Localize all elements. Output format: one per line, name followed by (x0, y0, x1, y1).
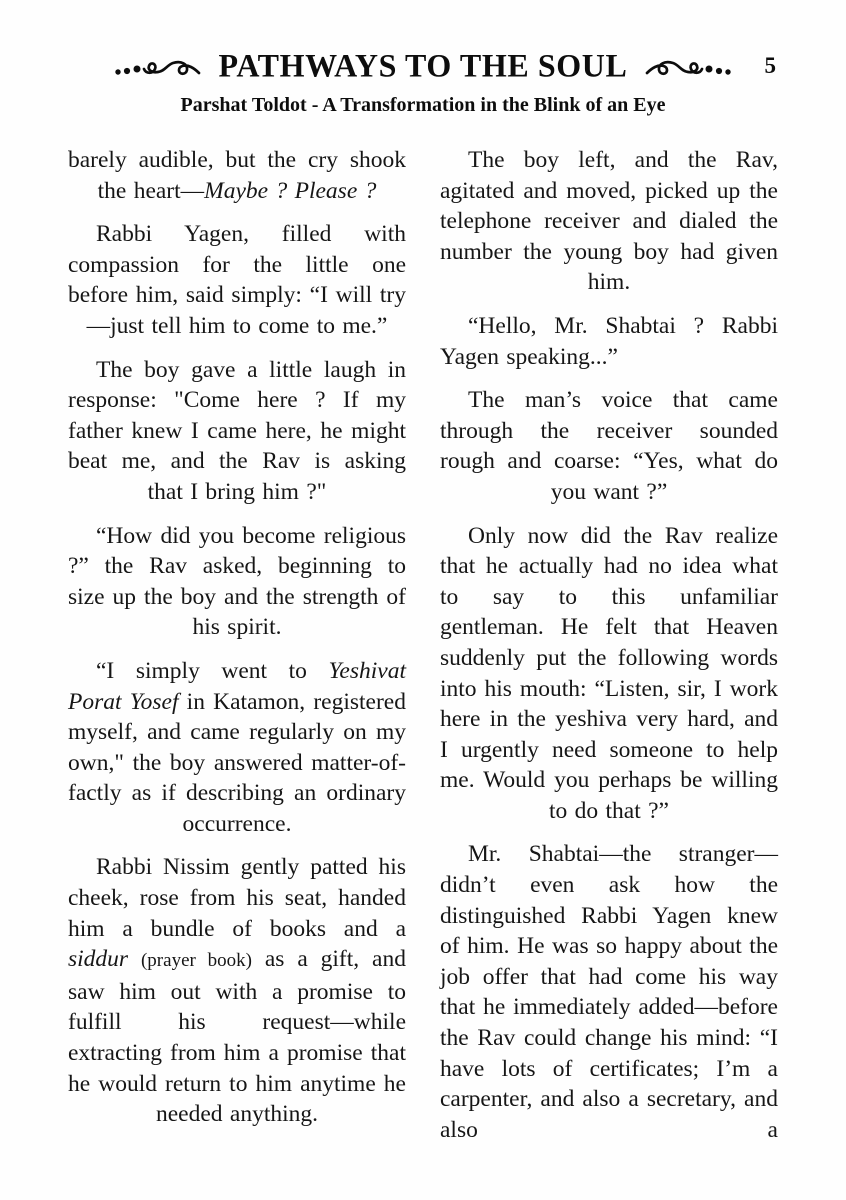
paragraph (68, 355, 406, 508)
text-segment: The boy gave a little laugh in response: "Come here ? If my father knew I came here, he might beat me, and the Rav is asking that I bring him ?" (68, 356, 406, 505)
paragraph (440, 839, 778, 1145)
two-column-text (0, 145, 846, 1158)
right-column (440, 145, 778, 1158)
text-segment: siddur (68, 946, 129, 973)
paragraph (68, 145, 406, 206)
text-segment: Rabbi Yagen, filled with compassion for the little one before him, said simply: “I will try—just tell him to come to me.” (68, 221, 406, 339)
text-segment: The boy left, and the Rav, agitated and moved, picked up the telephone receiver and dialed the number the young boy had given him. (440, 147, 778, 296)
paragraph (68, 852, 406, 1129)
text-segment: barely audible, but the cry shook the heart— (68, 147, 406, 204)
text-segment (128, 946, 141, 972)
paragraph (68, 656, 406, 840)
text-segment: (prayer book) (140, 950, 252, 972)
paragraph (440, 145, 778, 298)
text-segment: Maybe ? Please ? (204, 177, 377, 204)
text-segment: Rabbi Nissim gently patted his cheek, rose from his seat, handed him a bundle of books and a (68, 854, 406, 942)
paragraph (440, 311, 778, 372)
chapter-subtitle: Parshat Toldot - A Transformation in the Blink of an Eye (180, 94, 666, 116)
text-segment: “How did you become religious ?” the Rav asked, beginning to size up the boy and the strength of his spirit. (68, 522, 406, 641)
page-number: 5 (764, 53, 776, 78)
flourish-left-icon (113, 49, 209, 81)
flourish-right-icon (637, 49, 733, 81)
title-row (0, 44, 846, 86)
text-segment: as a gift, and saw him out with a promise to fulfill his request—while extracting from him a promise that he would return to him anytime he needed anything. (68, 946, 406, 1128)
paragraph (440, 521, 778, 827)
paragraph (440, 385, 778, 507)
paragraph (68, 219, 406, 341)
text-segment: The man’s voice that came through the receiver sounded rough and coarse: “Yes, what do you want ?” (440, 387, 778, 505)
text-segment: Mr. Shabtai—the stranger—didn’t even ask how the distinguished Rabbi Yagen knew of him. He was so happy about the job offer that had come his way that he immediately added—before the Rav could change his mind: “I have lots of certificates; I’m a carpenter, and also a secretary, and also a (440, 841, 778, 1143)
text-segment: in Katamon, registered myself, and came regularly on my own," the boy answered matter-of-factly as if describing an ordinary occurrence. (68, 688, 406, 837)
book-title: PATHWAYS TO THE SOUL (218, 46, 628, 84)
text-segment: Only now did the Rav realize that he actually had no idea what to say to this unfamiliar gentleman. He felt that Heaven suddenly put the following words into his mouth: “Listen, sir, I work here in the yeshiva very hard, and I urgently need someone to help me. Would you perhaps be willing to do that ?” (440, 522, 778, 824)
page-header (0, 0, 846, 116)
paragraph (68, 521, 406, 643)
left-column (68, 145, 406, 1158)
text-segment: Yeshivat Porat Yosef (68, 657, 406, 715)
text-segment: “I simply went to (96, 657, 329, 684)
text-segment: “Hello, Mr. Shabtai ? Rabbi Yagen speaking...” (440, 312, 778, 370)
